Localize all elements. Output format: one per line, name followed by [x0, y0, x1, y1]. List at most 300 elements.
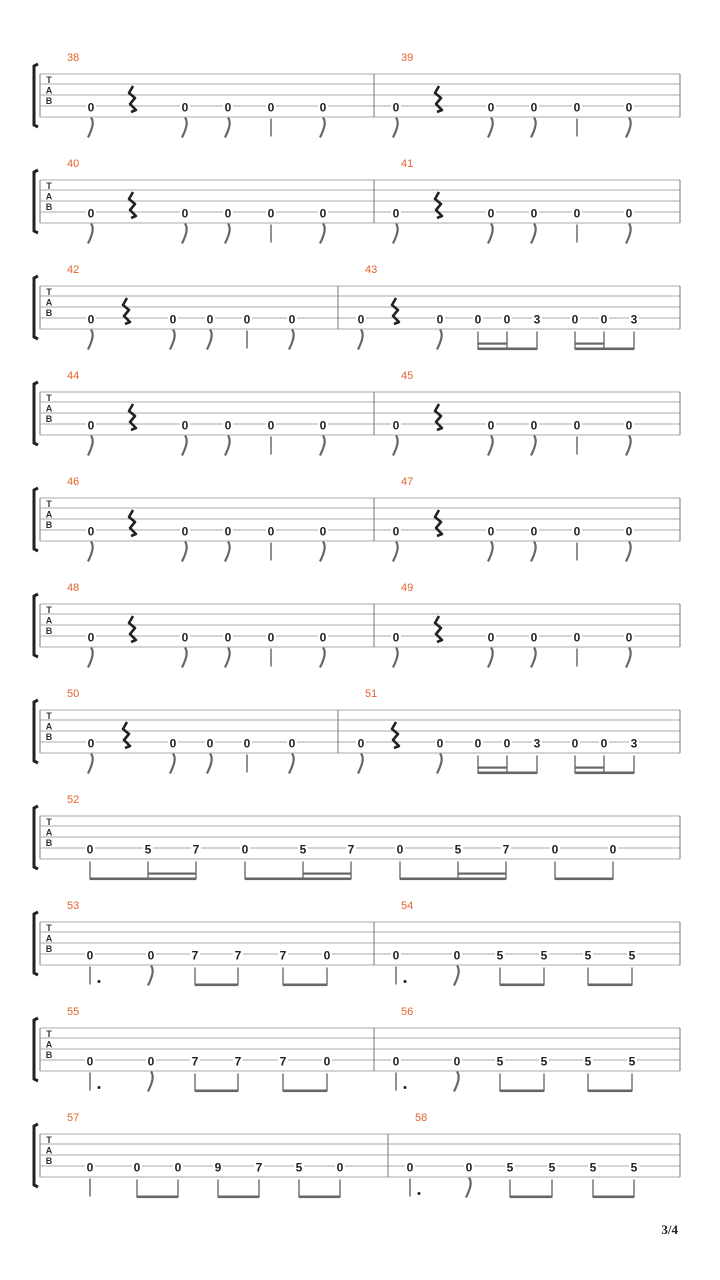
fret-number: 0	[224, 206, 232, 221]
fret-number: 5	[540, 1054, 548, 1069]
note-stem	[289, 330, 294, 350]
fret-number: 0	[453, 948, 461, 963]
note-stem	[320, 648, 325, 668]
measure-number: 54	[401, 900, 414, 912]
fret-number: 0	[392, 524, 400, 539]
tab-label: B	[45, 414, 53, 424]
system-bracket	[34, 488, 38, 551]
fret-number: 0	[530, 630, 538, 645]
quarter-rest	[129, 86, 136, 112]
beam	[555, 878, 613, 881]
quarter-rest	[129, 510, 136, 536]
fret-number: 5	[454, 842, 462, 857]
beam-16th	[575, 343, 604, 345]
fret-number: 0	[86, 948, 94, 963]
fret-number: 0	[436, 736, 444, 751]
fret-number: 0	[224, 418, 232, 433]
fret-number: 0	[487, 206, 495, 221]
tab-label: A	[45, 85, 53, 96]
fret-number: 0	[87, 100, 95, 115]
fret-number: 7	[234, 1054, 242, 1069]
tab-system	[34, 158, 680, 244]
fret-number: 0	[465, 1160, 473, 1175]
fret-number: 0	[609, 842, 617, 857]
beam	[500, 984, 544, 987]
note-stem	[225, 436, 230, 456]
tab-system	[34, 476, 680, 562]
measure-number: 57	[67, 1112, 80, 1124]
measure-number: 50	[67, 688, 80, 700]
fret-number: 0	[86, 1160, 94, 1175]
tab-label: T	[46, 711, 52, 721]
note-stem	[626, 224, 631, 244]
beam	[575, 772, 634, 775]
beam-16th	[478, 767, 507, 769]
fret-number: 0	[224, 630, 232, 645]
beam	[588, 984, 632, 987]
fret-number: 0	[474, 736, 482, 751]
fret-number: 7	[279, 1054, 287, 1069]
fret-number: 3	[533, 736, 541, 751]
measure-number: 42	[67, 264, 80, 276]
quarter-rest	[435, 616, 442, 642]
fret-number: 0	[243, 312, 251, 327]
fret-number: 0	[436, 312, 444, 327]
fret-number: 0	[86, 1054, 94, 1069]
beam	[593, 1196, 634, 1199]
fret-number: 7	[347, 842, 355, 857]
page-number: 3/4	[661, 1222, 678, 1237]
quarter-rest	[435, 192, 442, 218]
note-stem	[393, 224, 398, 244]
measure-number: 51	[365, 688, 378, 700]
fret-number: 0	[625, 418, 633, 433]
fret-number: 0	[206, 312, 214, 327]
beam	[218, 1196, 259, 1199]
fret-number: 5	[584, 948, 592, 963]
note-stem	[182, 648, 187, 668]
fret-number: 0	[319, 524, 327, 539]
fret-number: 0	[392, 100, 400, 115]
tab-label: T	[46, 499, 52, 509]
fret-number: 3	[533, 312, 541, 327]
fret-number: 0	[181, 100, 189, 115]
beam	[575, 348, 634, 351]
note-stem	[88, 330, 93, 350]
note-stem	[320, 542, 325, 562]
tab-label: T	[46, 287, 52, 297]
system-bracket	[34, 806, 38, 869]
fret-number: 0	[487, 100, 495, 115]
beam	[195, 1090, 238, 1093]
fret-number: 7	[502, 842, 510, 857]
fret-number: 0	[487, 524, 495, 539]
note-stem	[488, 436, 493, 456]
system-bracket	[34, 1018, 38, 1081]
beam	[478, 348, 537, 351]
fret-number: 0	[571, 736, 579, 751]
quarter-rest	[129, 404, 136, 430]
fret-number: 0	[241, 842, 249, 857]
fret-number: 0	[147, 948, 155, 963]
fret-number: 0	[323, 1054, 331, 1069]
augmentation-dot	[418, 1192, 421, 1195]
fret-number: 5	[630, 1160, 638, 1175]
quarter-rest	[129, 192, 136, 218]
tab-label: A	[45, 615, 53, 626]
quarter-rest	[392, 298, 399, 324]
note-stem	[320, 436, 325, 456]
fret-number: 0	[392, 206, 400, 221]
note-stem	[225, 118, 230, 138]
fret-number: 0	[573, 524, 581, 539]
fret-number: 0	[625, 524, 633, 539]
fret-number: 7	[192, 842, 200, 857]
note-stem	[88, 436, 93, 456]
note-stem	[148, 1072, 153, 1092]
beam	[588, 1090, 632, 1093]
fret-number: 0	[87, 524, 95, 539]
fret-number: 0	[288, 312, 296, 327]
fret-number: 0	[288, 736, 296, 751]
fret-number: 0	[573, 418, 581, 433]
fret-number: 0	[336, 1160, 344, 1175]
fret-number: 0	[625, 206, 633, 221]
tab-label: A	[45, 191, 53, 202]
fret-number: 0	[573, 630, 581, 645]
note-stem	[626, 648, 631, 668]
measure-number: 38	[67, 52, 80, 64]
beam	[400, 878, 506, 881]
tab-label: T	[46, 923, 52, 933]
measure-number: 55	[67, 1006, 80, 1018]
note-stem	[531, 224, 536, 244]
fret-number: 0	[392, 630, 400, 645]
quarter-rest	[435, 86, 442, 112]
tab-label: B	[45, 838, 53, 848]
measure-number: 44	[67, 370, 80, 382]
beam	[510, 1196, 552, 1199]
fret-number: 0	[174, 1160, 182, 1175]
beam	[283, 984, 327, 987]
measure-number: 46	[67, 476, 80, 488]
fret-number: 0	[600, 736, 608, 751]
note-stem	[488, 118, 493, 138]
fret-number: 0	[87, 736, 95, 751]
note-stem	[182, 436, 187, 456]
fret-number: 0	[392, 418, 400, 433]
fret-number: 0	[530, 418, 538, 433]
note-stem	[182, 118, 187, 138]
fret-number: 0	[87, 630, 95, 645]
fret-number: 7	[191, 1054, 199, 1069]
tab-label: B	[45, 944, 53, 954]
note-stem	[626, 118, 631, 138]
fret-number: 0	[267, 100, 275, 115]
fret-number: 0	[487, 418, 495, 433]
tab-label: A	[45, 1145, 53, 1156]
tab-system	[34, 52, 680, 138]
tab-system	[34, 688, 680, 774]
system-bracket	[34, 276, 38, 339]
beam	[283, 1090, 327, 1093]
note-stem	[182, 542, 187, 562]
tab-system	[34, 794, 680, 880]
tab-label: T	[46, 75, 52, 85]
tab-label: B	[45, 96, 53, 106]
tab-label: B	[45, 626, 53, 636]
fret-number: 3	[630, 312, 638, 327]
beam-16th	[458, 873, 506, 875]
note-stem	[207, 330, 212, 350]
measure-number: 41	[401, 158, 414, 170]
fret-number: 0	[503, 312, 511, 327]
note-stem	[88, 648, 93, 668]
tab-label: A	[45, 509, 53, 520]
note-stem	[454, 1072, 459, 1092]
fret-number: 0	[453, 1054, 461, 1069]
fret-number: 0	[181, 630, 189, 645]
measure-number: 47	[401, 476, 414, 488]
note-stem	[148, 966, 153, 986]
measure-number: 56	[401, 1006, 414, 1018]
fret-number: 0	[87, 418, 95, 433]
fret-number: 0	[392, 1054, 400, 1069]
tab-label: T	[46, 817, 52, 827]
tab-label: B	[45, 202, 53, 212]
note-stem	[488, 648, 493, 668]
note-stem	[88, 224, 93, 244]
tab-label: A	[45, 827, 53, 838]
fret-number: 0	[319, 206, 327, 221]
fret-number: 0	[406, 1160, 414, 1175]
note-stem	[437, 330, 442, 350]
fret-number: 5	[295, 1160, 303, 1175]
fret-number: 5	[540, 948, 548, 963]
beam	[500, 1090, 544, 1093]
note-stem	[170, 330, 175, 350]
fret-number: 0	[600, 312, 608, 327]
fret-number: 0	[206, 736, 214, 751]
note-stem	[207, 754, 212, 774]
beam	[195, 984, 238, 987]
measure-number: 53	[67, 900, 80, 912]
tab-label: B	[45, 1050, 53, 1060]
beam	[245, 878, 351, 881]
note-stem	[488, 542, 493, 562]
measure-number: 52	[67, 794, 80, 806]
fret-number: 0	[224, 524, 232, 539]
fret-number: 0	[571, 312, 579, 327]
measure-number: 43	[365, 264, 378, 276]
fret-number: 0	[181, 524, 189, 539]
fret-number: 5	[589, 1160, 597, 1175]
note-stem	[182, 224, 187, 244]
fret-number: 0	[530, 524, 538, 539]
system-bracket	[34, 382, 38, 445]
fret-number: 5	[496, 1054, 504, 1069]
fret-number: 0	[267, 630, 275, 645]
augmentation-dot	[98, 1086, 101, 1089]
note-stem	[225, 648, 230, 668]
fret-number: 5	[584, 1054, 592, 1069]
note-stem	[393, 436, 398, 456]
fret-number: 7	[191, 948, 199, 963]
beam-16th	[303, 873, 351, 875]
fret-number: 0	[530, 100, 538, 115]
fret-number: 0	[392, 948, 400, 963]
fret-number: 5	[299, 842, 307, 857]
tab-label: B	[45, 308, 53, 318]
fret-number: 7	[279, 948, 287, 963]
tab-label: B	[45, 520, 53, 530]
fret-number: 0	[396, 842, 404, 857]
fret-number: 0	[551, 842, 559, 857]
quarter-rest	[392, 722, 399, 748]
augmentation-dot	[98, 980, 101, 983]
augmentation-dot	[404, 980, 407, 983]
fret-number: 0	[625, 630, 633, 645]
quarter-rest	[435, 510, 442, 536]
system-bracket	[34, 594, 38, 657]
quarter-rest	[123, 722, 130, 748]
augmentation-dot	[404, 1086, 407, 1089]
note-stem	[393, 648, 398, 668]
beam	[90, 878, 196, 881]
tab-label: A	[45, 403, 53, 414]
note-stem	[531, 118, 536, 138]
tab-system	[34, 582, 680, 668]
measure-number: 40	[67, 158, 80, 170]
fret-number: 0	[625, 100, 633, 115]
fret-number: 0	[133, 1160, 141, 1175]
fret-number: 0	[319, 418, 327, 433]
fret-number: 7	[234, 948, 242, 963]
fret-number: 5	[628, 1054, 636, 1069]
note-stem	[320, 118, 325, 138]
fret-number: 5	[506, 1160, 514, 1175]
note-stem	[88, 542, 93, 562]
tab-label: A	[45, 933, 53, 944]
tab-label: A	[45, 297, 53, 308]
fret-number: 0	[243, 736, 251, 751]
tab-label: T	[46, 605, 52, 615]
fret-number: 0	[319, 100, 327, 115]
beam	[299, 1196, 340, 1199]
fret-number: 0	[530, 206, 538, 221]
note-stem	[225, 542, 230, 562]
measure-number: 39	[401, 52, 414, 64]
note-stem	[437, 754, 442, 774]
fret-number: 0	[357, 312, 365, 327]
note-stem	[454, 966, 459, 986]
note-stem	[531, 648, 536, 668]
beam	[137, 1196, 178, 1199]
note-stem	[393, 542, 398, 562]
fret-number: 0	[573, 206, 581, 221]
fret-number: 0	[224, 100, 232, 115]
fret-number: 0	[503, 736, 511, 751]
quarter-rest	[435, 404, 442, 430]
tab-label: T	[46, 393, 52, 403]
beam-16th	[478, 343, 507, 345]
note-stem	[358, 754, 363, 774]
fret-number: 0	[181, 206, 189, 221]
fret-number: 5	[548, 1160, 556, 1175]
note-stem	[88, 118, 93, 138]
fret-number: 0	[87, 206, 95, 221]
fret-number: 0	[487, 630, 495, 645]
beam-16th	[575, 767, 604, 769]
fret-number: 7	[255, 1160, 263, 1175]
fret-number: 0	[169, 312, 177, 327]
tab-label: T	[46, 181, 52, 191]
fret-number: 0	[181, 418, 189, 433]
note-stem	[170, 754, 175, 774]
beam	[478, 772, 537, 775]
fret-number: 0	[169, 736, 177, 751]
tab-system	[34, 370, 680, 456]
note-stem	[358, 330, 363, 350]
fret-number: 0	[147, 1054, 155, 1069]
quarter-rest	[129, 616, 136, 642]
tab-label: T	[46, 1029, 52, 1039]
fret-number: 5	[496, 948, 504, 963]
note-stem	[626, 542, 631, 562]
fret-number: 0	[323, 948, 331, 963]
tab-system	[34, 264, 680, 350]
measure-number: 49	[401, 582, 414, 594]
fret-number: 0	[267, 524, 275, 539]
note-stem	[531, 436, 536, 456]
fret-number: 0	[267, 418, 275, 433]
note-stem	[88, 754, 93, 774]
tab-label: A	[45, 721, 53, 732]
fret-number: 5	[144, 842, 152, 857]
fret-number: 9	[214, 1160, 222, 1175]
tab-label: B	[45, 732, 53, 742]
tab-system	[34, 1006, 680, 1092]
tab-system	[34, 1112, 680, 1198]
tab-label: B	[45, 1156, 53, 1166]
note-stem	[488, 224, 493, 244]
note-stem	[393, 118, 398, 138]
fret-number: 3	[630, 736, 638, 751]
tab-system	[34, 900, 680, 986]
quarter-rest	[123, 298, 130, 324]
measure-number: 48	[67, 582, 80, 594]
note-stem	[531, 542, 536, 562]
note-stem	[289, 754, 294, 774]
note-stem	[225, 224, 230, 244]
tab-label: T	[46, 1135, 52, 1145]
fret-number: 5	[628, 948, 636, 963]
fret-number: 0	[267, 206, 275, 221]
fret-number: 0	[319, 630, 327, 645]
system-bracket	[34, 700, 38, 763]
system-bracket	[34, 912, 38, 975]
tab-label: A	[45, 1039, 53, 1050]
measure-number: 58	[415, 1112, 428, 1124]
measure-number: 45	[401, 370, 414, 382]
note-stem	[626, 436, 631, 456]
note-stem	[320, 224, 325, 244]
fret-number: 0	[87, 312, 95, 327]
fret-number: 0	[474, 312, 482, 327]
fret-number: 0	[357, 736, 365, 751]
beam-16th	[148, 873, 196, 875]
system-bracket	[34, 64, 38, 127]
